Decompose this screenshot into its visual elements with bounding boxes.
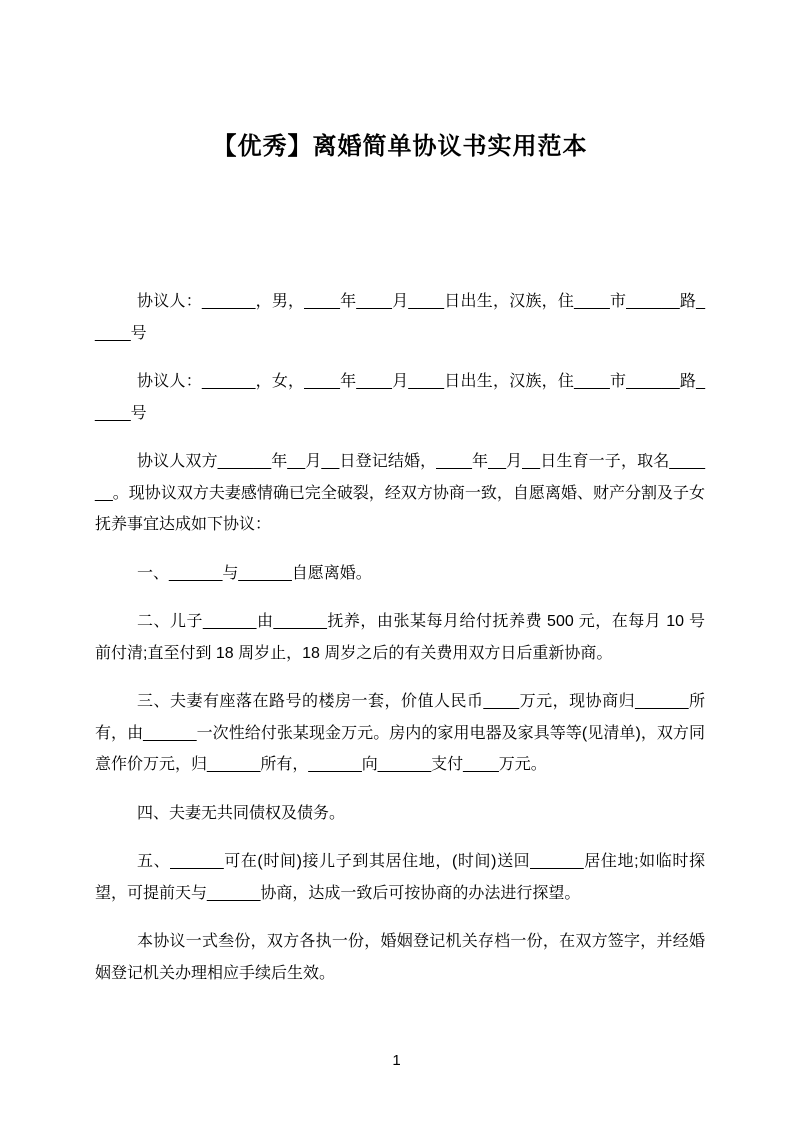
page-number: 1 <box>392 1052 401 1069</box>
paragraph-party-a: 协议人：______，男，____年____月____日出生，汉族，住____市______路_____号 <box>95 293 705 342</box>
paragraph-preamble: 协议人双方______年__月__日登记结婚，____年__月__日生育一子，取名______。现协议双方夫妻感情确已完全破裂，经双方协商一致，自愿离婚、财产分割及子女抚养事宜达成如下协议： <box>95 453 705 533</box>
clause-3-property: 三、夫妻有座落在路号的楼房一套，价值人民币____万元，现协商归______所有，由______一次性给付张某现金万元。房内的家用电器及家具等等(见清单)，双方同意作价万元，归______所有，______向______支付____万元。 <box>95 693 705 773</box>
clause-5-visitation: 五、______可在(时间)接儿子到其居住地，(时间)送回______居住地;如临时探望，可提前天与______协商，达成一致后可按协商的办法进行探望。 <box>95 853 705 902</box>
clause-2-custody: 二、儿子______由______抚养，由张某每月给付抚养费 500 元，在每月 10 号前付清;直至付到 18 周岁止，18 周岁之后的有关费用双方日后重新协商。 <box>95 613 705 662</box>
paragraph-closing: 本协议一式叁份，双方各执一份，婚姻登记机关存档一份，在双方签字，并经婚姻登记机关办理相应手续后生效。 <box>95 933 705 982</box>
paragraph-party-b: 协议人：______，女，____年____月____日出生，汉族，住____市______路_____号 <box>95 373 705 422</box>
document-title: 【优秀】离婚简单协议书实用范本 <box>212 133 588 160</box>
clause-4-debts: 四、夫妻无共同债权及债务。 <box>137 804 346 822</box>
clause-1-divorce: 一、______与______自愿离婚。 <box>137 564 372 582</box>
